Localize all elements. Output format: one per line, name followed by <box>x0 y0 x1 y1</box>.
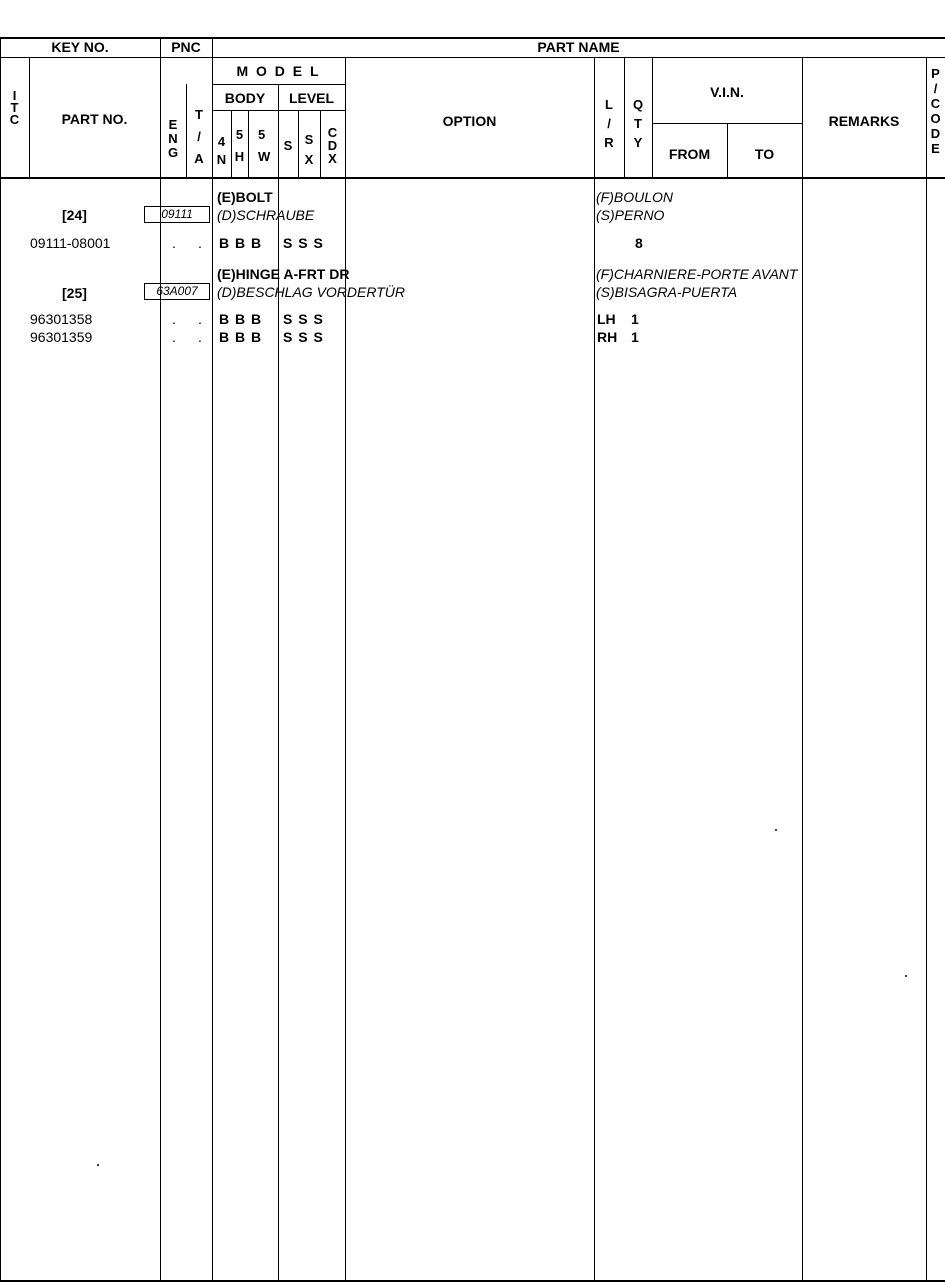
level-s-header: S <box>283 138 293 153</box>
bolt-name-s: (S)PERNO <box>596 207 665 223</box>
left-border <box>0 37 1 1282</box>
eng-value: . <box>172 329 176 345</box>
part-no: 96301358 <box>30 311 93 327</box>
part-name-header: PART NAME <box>537 39 620 55</box>
body-level-sep <box>278 84 279 1282</box>
pnc-box-09111: 09111 <box>144 206 210 223</box>
qty-header: Q T Y <box>632 97 644 150</box>
key-no-25: [25] <box>62 285 87 301</box>
top-border <box>0 37 945 39</box>
body-5w-header: 5 W <box>258 127 271 164</box>
option-header: OPTION <box>442 113 497 129</box>
body-values: B B B <box>219 311 263 327</box>
hinge-name-d: (D)BESCHLAG VORDERTÜR <box>217 284 405 300</box>
part-no-header: PART NO. <box>61 111 128 127</box>
key-no-24: [24] <box>62 207 87 223</box>
lr-value: RH <box>597 329 618 345</box>
eng-header: E N G <box>167 117 179 160</box>
level-values: S S S <box>283 311 324 327</box>
to-header: TO <box>754 146 775 162</box>
header-bottom <box>0 177 945 179</box>
part-no: 09111-08001 <box>30 235 111 251</box>
bolt-name-d: (D)SCHRAUBE <box>217 207 315 223</box>
option-left <box>345 57 346 1282</box>
hinge-name-e: (E)HINGE A-FRT DR <box>217 266 350 282</box>
from-header: FROM <box>668 146 711 162</box>
pnc-box-63a007: 63A007 <box>144 283 210 300</box>
body-4n-header: 4 N <box>216 134 227 167</box>
level-header: LEVEL <box>288 90 335 106</box>
ta-value: . <box>198 329 202 345</box>
ta-header: T / A <box>194 107 204 166</box>
hinge-name-f: (F)CHARNIERE-PORTE AVANT <box>596 266 798 282</box>
body-5h-header: 5 H <box>234 127 245 164</box>
body-values: B B B <box>219 329 263 345</box>
key-no-header: KEY NO. <box>51 39 109 55</box>
eng-value: . <box>172 235 176 251</box>
body-header: BODY <box>224 90 266 106</box>
vin-header: V.I.N. <box>710 84 744 100</box>
model-header: M O D E L <box>236 63 321 79</box>
ta-value: . <box>198 235 202 251</box>
pnc-right <box>212 37 213 1282</box>
remarks-header: REMARKS <box>828 113 900 129</box>
level-cdx-header: C D X <box>327 125 338 166</box>
scan-speck <box>775 829 777 831</box>
eng-value: . <box>172 311 176 327</box>
level-values: S S S <box>283 235 324 251</box>
level-values: S S S <box>283 329 324 345</box>
part-no: 96301359 <box>30 329 93 345</box>
pnc-left <box>160 37 161 1282</box>
vin-remarks-sep <box>802 57 803 1282</box>
pcode-header: P / C O D E <box>930 66 941 156</box>
level-sx-header: S X <box>304 132 314 167</box>
scan-speck <box>97 1164 99 1166</box>
option-right <box>594 57 595 1282</box>
itc-header: I T C <box>9 88 20 127</box>
pnc-header: PNC <box>171 39 201 55</box>
hinge-name-s: (S)BISAGRA-PUERTA <box>596 284 738 300</box>
bolt-name-f: (F)BOULON <box>596 189 673 205</box>
ta-value: . <box>198 311 202 327</box>
bottom-border <box>0 1280 945 1282</box>
scan-speck <box>905 975 907 977</box>
remarks-pcode-sep <box>926 57 927 1282</box>
lr-value: LH <box>597 311 616 327</box>
qty-value: 1 <box>631 311 639 327</box>
header-row-1-bottom <box>0 57 945 58</box>
bolt-name-e: (E)BOLT <box>217 189 273 205</box>
body-values: B B B <box>219 235 263 251</box>
qty-value: 1 <box>631 329 639 345</box>
lr-header: L / R <box>604 97 614 150</box>
qty-value: 8 <box>635 235 643 251</box>
